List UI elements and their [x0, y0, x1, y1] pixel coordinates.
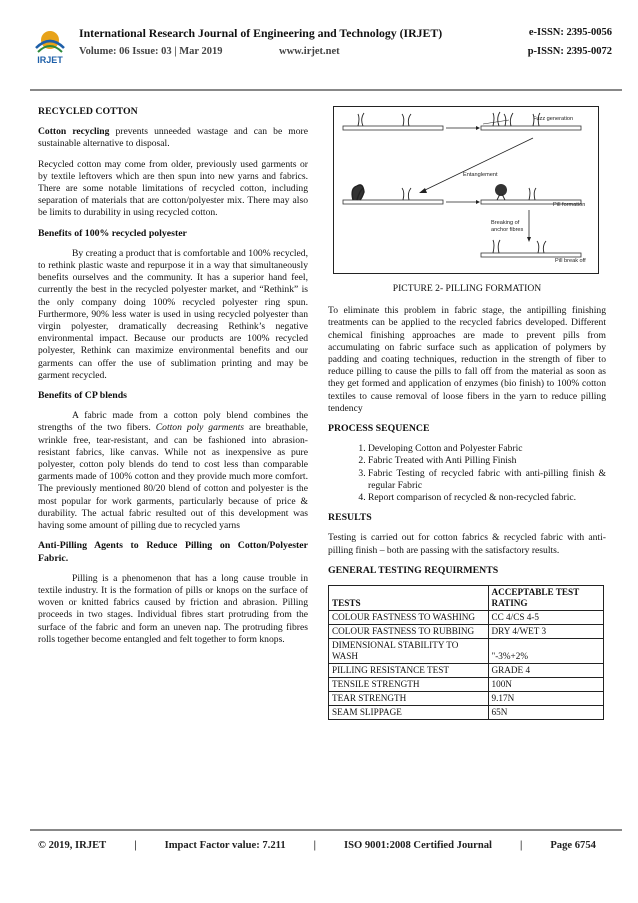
label-breaking-of: Breaking of [491, 220, 520, 226]
table-cell: COLOUR FASTNESS TO RUBBING [329, 625, 489, 639]
column-header: ACCEPTABLE TEST RATING [488, 586, 604, 611]
section-heading-results: RESULTS [328, 512, 372, 524]
paragraph-text: are breathable, wrinkle free, tear-resistant, and can be fashioned into abrasion-resistant fabrics, like canvas. While not as inexpensive as pure polyester, cotton poly blends do tend to cost less than comparable garments made of 100% cotton and they provide much more comfort. The previously mentioned 80/20 blend of cotton and polyester is the most popular for work garments, particularly because of price & durability. The actual fabric resulted out of this development was having some amount of pilling due to recycled yarns [38, 422, 308, 532]
page-header [30, 22, 620, 82]
paragraph [38, 410, 308, 532]
section-heading-testing-requirements: GENERAL TESTING REQUIRMENTS [328, 564, 499, 576]
paragraph-text: prevents unneeded wastage and can be more sustainable alternative to disposal. [38, 126, 308, 150]
footer-separator: | [134, 840, 137, 851]
table-cell: "-3%+2% [488, 639, 604, 664]
iso-certification: ISO 9001:2008 Certified Journal [343, 840, 492, 851]
copyright: © 2019, IRJET [38, 840, 107, 851]
pill-shape [495, 184, 507, 196]
left-column [38, 106, 308, 654]
logo-text: IRJET [37, 55, 63, 65]
pilling-diagram [333, 106, 599, 274]
list-item: 1. Developing Cotton and Polyester Fabric [368, 443, 606, 455]
table-row [329, 706, 604, 720]
paragraph [38, 126, 308, 150]
table-cell: TEAR STRENGTH [329, 692, 489, 706]
page-number: Page 6754 [550, 840, 596, 851]
section-heading-recycled-cotton: RECYCLED COTTON [38, 106, 138, 117]
eissn: e-ISSN: 2395-0056 [528, 27, 612, 38]
paragraph: Recycled cotton may come from older, previously used garments or by textile leftovers which are then spun into new yarns and fabrics. There are some notable limitations of recycled cotton, including separation of materials that are cotton/polyester mix. There may also be limits to durability in using recycled cotton. [38, 158, 308, 219]
label-entanglement: Entanglement [463, 172, 498, 178]
fabric-strip [481, 126, 581, 130]
footer-divider [30, 829, 622, 831]
table-cell: TENSILE STRENGTH [329, 678, 489, 692]
table-row [329, 678, 604, 692]
table-row [329, 625, 604, 639]
table-cell: 9.17N [488, 692, 604, 706]
table-cell: 65N [488, 706, 604, 720]
irjet-logo [30, 26, 70, 66]
label-pill-break-off: Pill break off [555, 258, 586, 264]
fabric-strip [343, 200, 443, 204]
list-item: 4. Report comparison of recycled & non-recycled fabric. [368, 492, 606, 504]
section-heading-cp-blends: Benefits of CP blends [38, 390, 127, 402]
table-cell: 100N [488, 678, 604, 692]
volume-issue: Volume: 06 Issue: 03 | Mar 2019 [79, 46, 223, 57]
pilling-formation-figure [333, 106, 599, 274]
paragraph: Testing is carried out for cotton fabrics & recycled fabric with anti-pilling finish – both are passing with the satisfactory results. [328, 532, 606, 556]
table-header-row [329, 586, 604, 611]
fabric-strip [481, 253, 581, 257]
table-cell: SEAM SLIPPAGE [329, 706, 489, 720]
table-row [329, 664, 604, 678]
impact-factor: Impact Factor value: 7.211 [164, 840, 286, 851]
paragraph: To eliminate this problem in fabric stage, the antipilling finishing treatments can be applied to the recycled fabrics developed. Different chemical finishing approaches are made to prevent pills from accumulating on fabric surface such as application of polymers by padding and coating techniques, reduction in the strength of fiber to reduce pilling to cause the pills to fall off from the material as soon as they get formed and application of enzymes (bio finish) to 100% cotton textiles to cause removal of loose fibers in the yarn to reduce pilling tendency [328, 305, 606, 414]
header-divider [30, 89, 622, 91]
paragraph-text: A fabric made from a cotton poly blend combines the strengths of the two fibers. [38, 410, 308, 434]
journal-title: International Research Journal of Engineering and Technology (IRJET) [79, 26, 443, 40]
table-cell: DRY 4/WET 3 [488, 625, 604, 639]
table-row [329, 639, 604, 664]
pissn: p-ISSN: 2395-0072 [527, 46, 612, 57]
list-item: 3. Fabric Testing of recycled fabric with anti-pilling finish & regular Fabric [368, 468, 606, 492]
table-cell: COLOUR FASTNESS TO WASHING [329, 611, 489, 625]
label-fuzz-generation: Fuzz generation [533, 116, 574, 122]
table-cell: PILLING RESISTANCE TEST [329, 664, 489, 678]
section-heading-recycled-polyester: Benefits of 100% recycled polyester [38, 227, 187, 239]
process-steps-list [328, 443, 606, 504]
page-footer [38, 840, 618, 851]
column-header: TESTS [329, 586, 489, 611]
table-cell: DIMENSIONAL STABILITY TO WASH [329, 639, 489, 664]
section-heading-process-sequence: PROCESS SEQUENCE [328, 423, 430, 435]
fabric-strip [343, 126, 443, 130]
label-anchor-fibres: anchor fibres [491, 227, 524, 233]
section-heading-anti-pilling: Anti-Pilling Agents to Reduce Pilling on Cotton/Polyester Fabric. [38, 540, 308, 564]
right-column [328, 283, 606, 720]
table-cell: CC 4/CS 4-5 [488, 611, 604, 625]
table-row [329, 611, 604, 625]
label-pill-formation: Pill formation [553, 202, 586, 208]
table-row [329, 692, 604, 706]
list-item: 2. Fabric Treated with Anti Pilling Finish [368, 455, 606, 467]
website-link[interactable]: www.irjet.net [279, 46, 340, 57]
testing-requirements-table [328, 585, 604, 720]
footer-separator: | [313, 840, 316, 851]
bold-term: Cotton recycling [38, 126, 110, 138]
footer-separator: | [519, 840, 523, 851]
figure-caption: PICTURE 2- PILLING FORMATION [392, 283, 542, 294]
paragraph: Pilling is a phenomenon that has a long cause trouble in textile industry. It is the formation of pills or knops on the surface of woven or knitted fabrics caused by friction and abrasion. Pilling proceeds in two stages. Individual fibres start protruding from the surface of the fabric and form an uneven nap. The protruding fibres rolls together become entangled and felt together to form knops. [38, 572, 308, 645]
table-cell: GRADE 4 [488, 664, 604, 678]
paragraph: By creating a product that is comfortable and 100% recycled, to rethink plastic waste and repurpose it in a way that simultaneously benefits ourselves and the community. It has a superior hand feel, currently the best in the recycled polyester market, and “Rethink” is the only company doing 100% recycled polyester ring spun. Furthermore, 90% less water is used in using recycled polyester than virgin polyester, dramatically decreasing Rethink’s negative environmental impact. Because our products are 100% recycled polyester, Rethink can maximize environmental benefits and our garments can offer the use of sublimation printing and may be garment recycled. [38, 247, 308, 381]
italic-term: Cotton poly garments [155, 422, 245, 434]
